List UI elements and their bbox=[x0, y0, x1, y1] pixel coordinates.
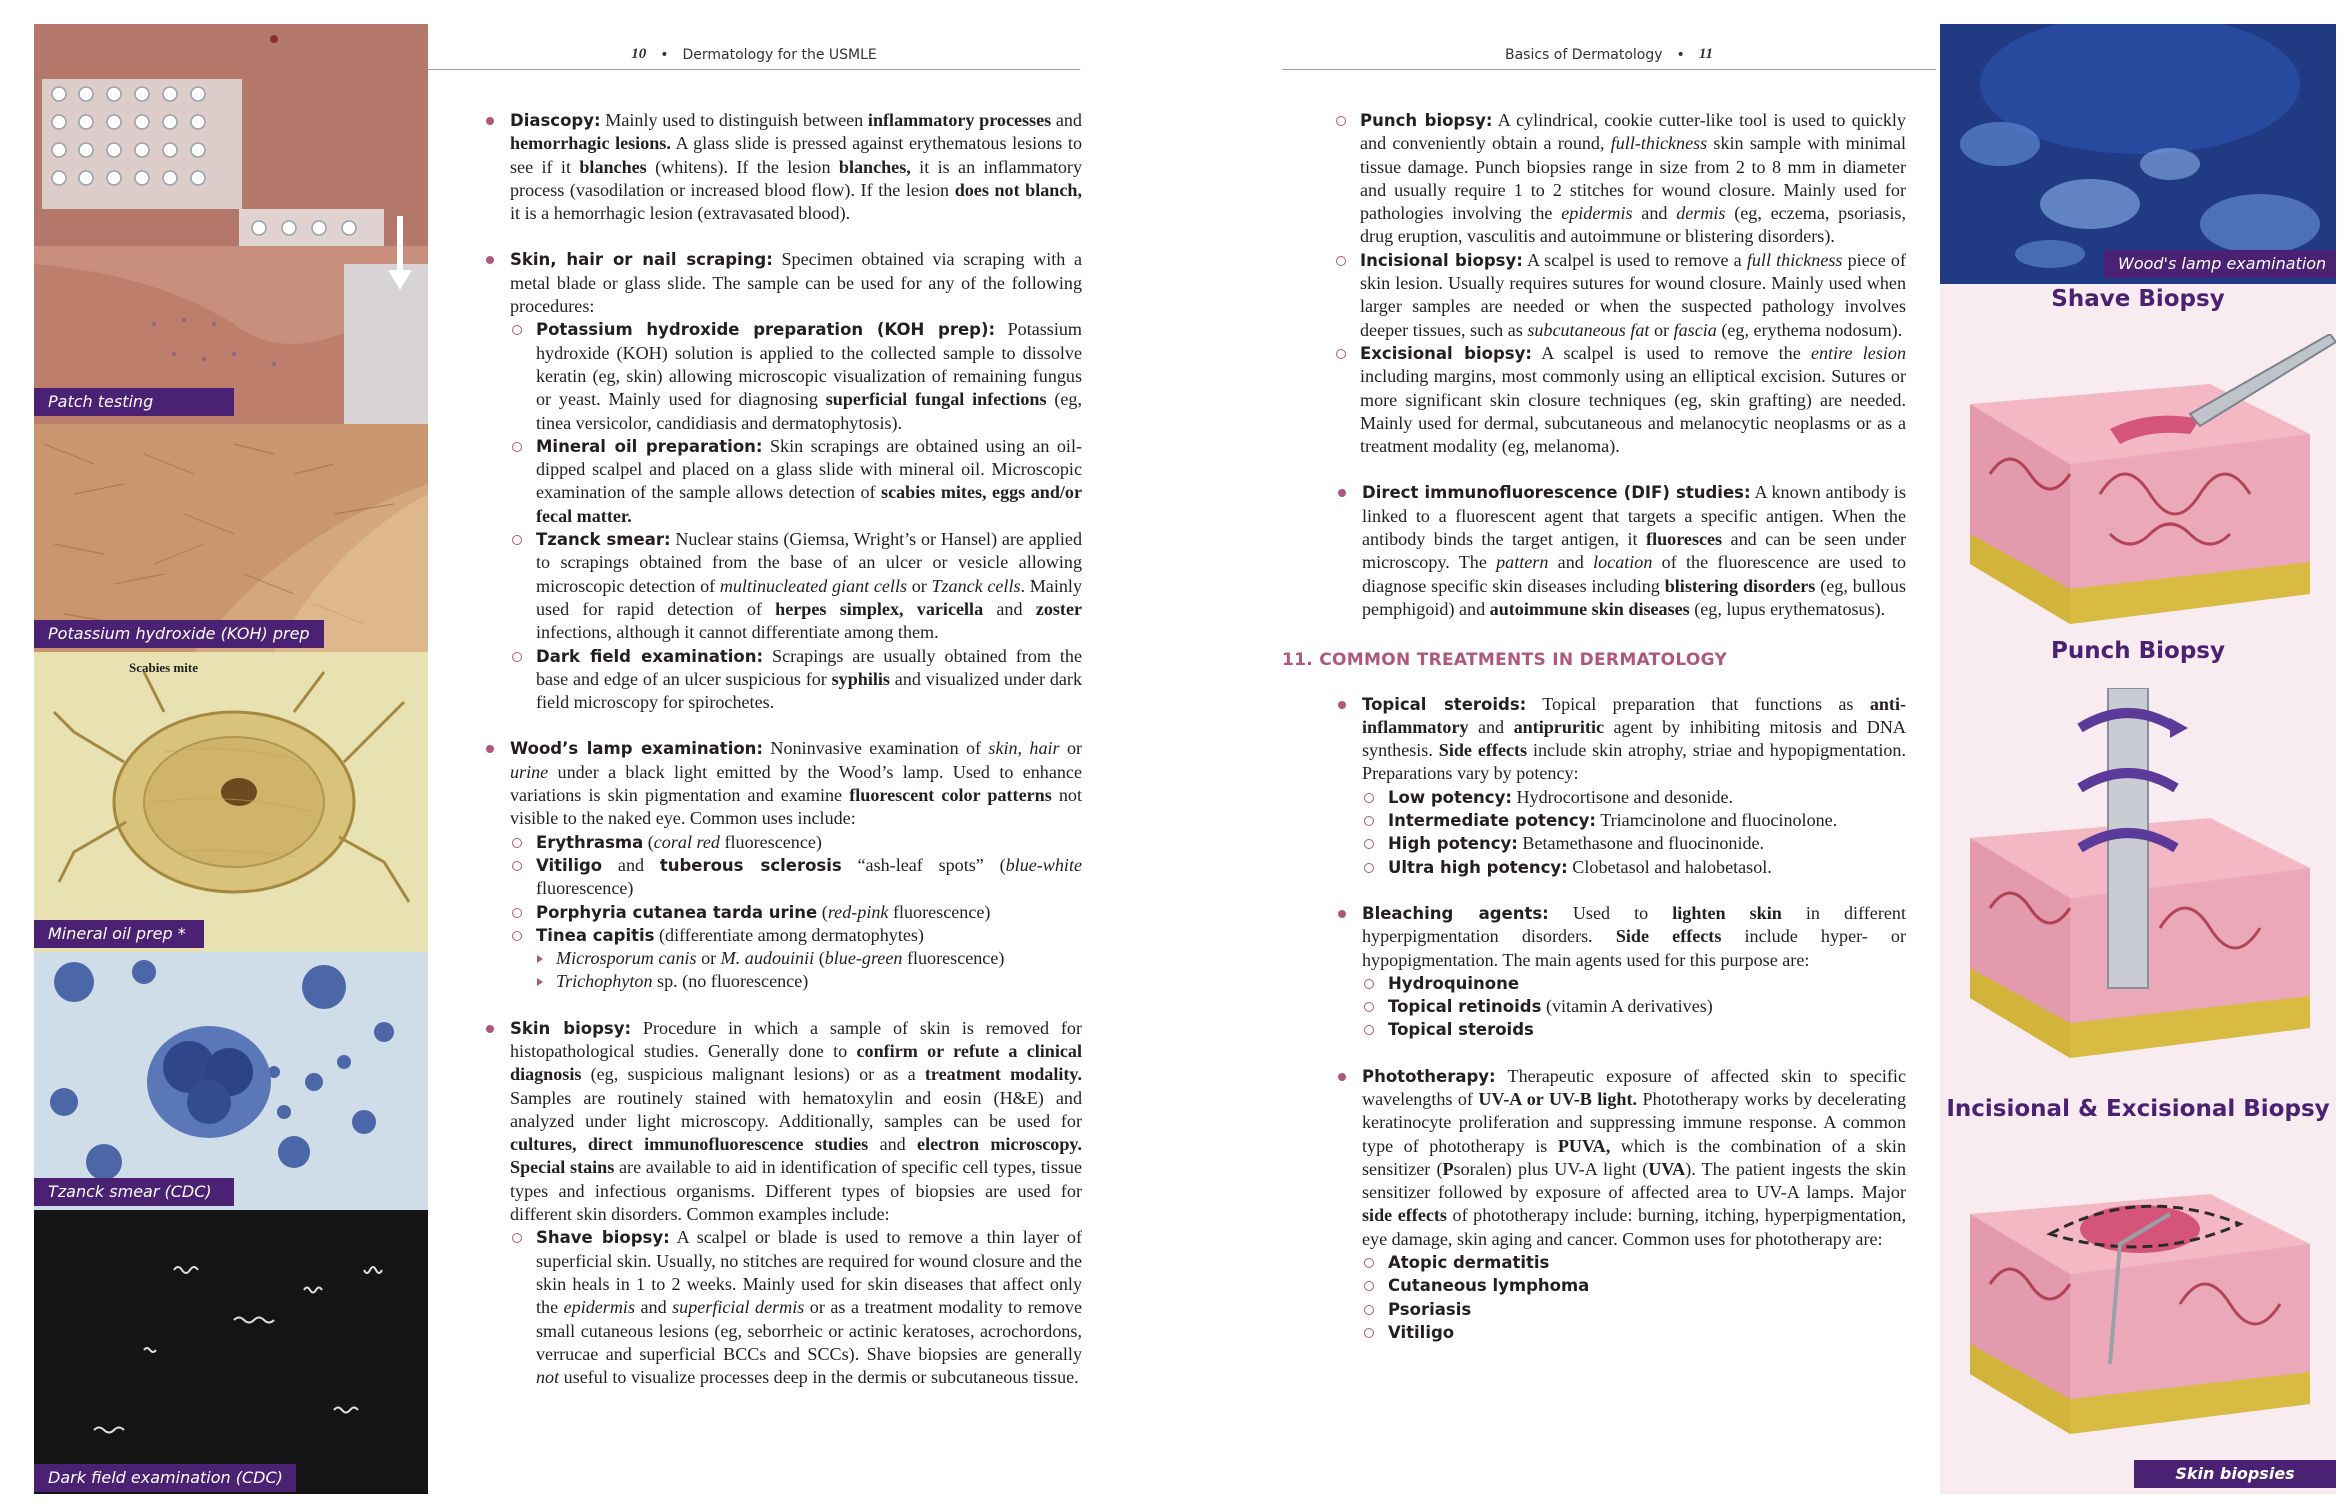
right-page-number: 11 bbox=[1698, 46, 1713, 62]
biopsy-types-continued: Punch biopsy: A cylindrical, cookie cutter-like tool is used to quickly and conveniently obtain a round, full-thickness skin sample with minimal tissue damage. Punch biopsies range in size from 2 to 8 mm in diameter and usually require 1 to 2 stitches for wound closure. Mainly used for pathologies involving the epidermis and dermis (eg, eczema, psoriasis, drug eruption, vasculitis and autoimmune or blistering disorders). Incisional biopsy: A scalpel is used to remove a full thickness piece of skin lesion. Usually requires sutures for wound closure. Mainly used when larger samples are needed or when the suspected pathology involves deeper tissues, such as subcutaneous fat or fascia (eg, erythema nodosum). Excisional biopsy: A scalpel is used to remove the entire lesion including margins, most commonly using an elliptical excision. Sutures or more significant skin closure techniques (eg, skin grafting) are needed. Mainly used for dermal, subcutaneous and melanocytic neoplasms or as a treatment modality (eg, melanoma). bbox=[1334, 109, 1906, 458]
shave-biopsy-illustration bbox=[1960, 334, 2336, 634]
incisional-biopsy-illustration bbox=[1960, 1144, 2336, 1444]
caption-skin-biopsies: Skin biopsies bbox=[2134, 1460, 2336, 1488]
left-text-column bbox=[482, 109, 1082, 1412]
right-running-title: Basics of Dermatology bbox=[1504, 46, 1663, 63]
koh-prep-image bbox=[34, 424, 428, 652]
title-punch-biopsy: Punch Biopsy bbox=[2051, 638, 2225, 664]
right-text-column bbox=[1282, 109, 1907, 1367]
patch-testing-image bbox=[34, 24, 428, 424]
left-image-column bbox=[34, 24, 428, 1494]
bullet-woods-lamp: Wood’s lamp examination: Noninvasive examination of skin, hair or urine under a black light emitted by the Wood’s lamp. Used to enhance variations is skin pigmentation and examine fluorescent color patterns not visible to the naked eye. Common uses include: Erythrasma (coral red fluorescence) Vitiligo and tuberous sclerosis “ash-leaf spots” (blue-white fluorescence) Porphyria cutanea tarda urine (red-pink fluorescence) Tinea capitis (differentiate among dermatophytes) Microsporum canis or M. audouinii (blue-green fluorescence) Trichophyton sp. (no fluorescence) bbox=[482, 737, 1082, 993]
left-page-number: 10 bbox=[631, 46, 647, 62]
tzanck-smear-image bbox=[34, 952, 428, 1210]
title-shave-biopsy: Shave Biopsy bbox=[2051, 286, 2225, 312]
caption-tzanck-smear: Tzanck smear (CDC) bbox=[34, 1178, 234, 1206]
caption-mineral-oil-prep: Mineral oil prep * bbox=[34, 920, 204, 948]
bullet-topical-steroids: Topical steroids: Topical preparation that functions as anti-inflammatory and antipruritic agent by inhibiting mitosis and DNA synthesis. Side effects include skin atrophy, striae and hypopigmentation. Preparations vary by potency: Low potency: Hydrocortisone and desonide. Intermediate potency: Triamcinolone and fluocinolone. High potency: Betamethasone and fluocinonide. Ultra high potency: Clobetasol and halobetasol. bbox=[1334, 693, 1906, 879]
caption-dark-field: Dark field examination (CDC) bbox=[34, 1464, 296, 1492]
right-running-head bbox=[1282, 40, 1936, 70]
left-running-head bbox=[428, 40, 1080, 70]
scabies-mite-label: Scabies mite bbox=[129, 660, 198, 675]
dark-field-image bbox=[34, 1210, 428, 1494]
bullet-dif: Direct immunofluorescence (DIF) studies: A known antibody is linked to a fluorescent agent that targets a specific antigen. When the antibody binds the target antigen, it fluoresces and can be seen under microscopy. The pattern and location of the fluorescence are used to diagnose specific skin diseases including blistering disorders (eg, bullous pemphigoid) and autoimmune skin diseases (eg, lupus erythematosus). bbox=[1334, 481, 1906, 621]
bullet-skin-biopsy: Skin biopsy: Procedure in which a sample of skin is removed for histopathological studies. Generally done to confirm or refute a clinical diagnosis (eg, suspicious malignant lesions) or as a treatment modality. Samples are routinely stained with hematoxylin and eosin (H&E) and analyzed under light microscopy. Additionally, samples can be used for cultures, direct immunofluorescence studies and electron microscopy. Special stains are available to aid in identification of specific cell types, tissue types and infectious organisms. Different types of biopsies are used for different skin disorders. Common examples include: Shave biopsy: A scalpel or blade is used to remove a thin layer of superficial skin. Usually, no stitches are required for wound closure and the skin heals in 1 to 2 weeks. Mainly used for skin diseases that affect only the epidermis and superficial dermis or as a treatment modality to remove small cutaneous lesions (eg, seborrheic or actinic keratoses, acrochordons, verrucae and superficial BCCs and SCCs). Shave biopsies are generally not useful to visualize processes deep in the dermis or subcutaneous tissue. bbox=[482, 1017, 1082, 1390]
mineral-oil-prep-image bbox=[34, 652, 428, 952]
left-running-title: Dermatology for the USMLE bbox=[682, 46, 877, 63]
bullet-scraping: Skin, hair or nail scraping: Specimen obtained via scraping with a metal blade or glass slide. The sample can be used for any of the following procedures: Potassium hydroxide preparation (KOH prep): Potassium hydroxide (KOH) solution is applied to the collected sample to dissolve keratin (eg, skin) allowing microscopic visualization of remaining fungus or yeast. Mainly used for diagnosing superficial fungal infections (eg, tinea versicolor, candidiasis and dermatophytosis). Mineral oil preparation: Skin scrapings are obtained using an oil-dipped scalpel and placed on a glass slide with mineral oil. Microscopic examination of the sample allows detection of scabies mites, eggs and/or fecal matter. Tzanck smear: Nuclear stains (Giemsa, Wright’s or Hansel) are applied to scrapings obtained from the base of an ulcer or vesicle allowing microscopic detection of multinucleated giant cells or Tzanck cells. Mainly used for rapid detection of herpes simplex, varicella and zoster infections, although it cannot differentiate among them. Dark field examination: Scrapings are usually obtained from the base and edge of an ulcer suspicious for syphilis and visualized under dark field microscopy for spirochetes. bbox=[482, 248, 1082, 714]
punch-biopsy-illustration bbox=[1960, 688, 2336, 1068]
right-head-separator: • bbox=[1676, 46, 1685, 63]
bullet-bleaching-agents: Bleaching agents: Used to lighten skin in different hyperpigmentation disorders. Side effects include hyper- or hypopigmentation. The main agents used for this purpose are: Hydroquinone Topical retinoids (vitamin A derivatives) Topical steroids bbox=[1334, 902, 1906, 1042]
left-head-separator: • bbox=[660, 46, 669, 63]
bullet-phototherapy: Phototherapy: Therapeutic exposure of affected skin to specific wavelengths of UV-A or UV-B light. Phototherapy works by decelerating keratinocyte proliferation and suppressing immune response. A common type of phototherapy is PUVA, which is the combination of a skin sensitizer (Psoralen) plus UV-A light (UVA). The patient ingests the skin sensitizer followed by exposure of affected area to UV-A lamps. Major side effects of phototherapy include: burning, itching, hyperpigmentation, eye damage, skin aging and cancer. Common uses for phototherapy are: Atopic dermatitis Cutaneous lymphoma Psoriasis Vitiligo bbox=[1334, 1065, 1906, 1345]
bullet-diascopy: Diascopy: Mainly used to distinguish between inflammatory processes and hemorrhagic lesions. A glass slide is pressed against erythematous lesions to see if it blanches (whitens). If the lesion blanches, it is an inflammatory process (vasodilation or increased blood flow). If the lesion does not blanch, it is a hemorrhagic lesion (extravasated blood). bbox=[482, 109, 1082, 225]
section-heading-treatments: 11. COMMON TREATMENTS IN DERMATOLOGY bbox=[1282, 650, 1728, 671]
right-image-column bbox=[1940, 24, 2336, 1494]
caption-woods-lamp: Wood's lamp examination bbox=[2104, 250, 2336, 278]
woods-lamp-image bbox=[1940, 24, 2336, 284]
caption-patch-testing: Patch testing bbox=[34, 388, 234, 416]
title-incisional-biopsy: Incisional & Excisional Biopsy bbox=[1946, 1096, 2330, 1122]
caption-koh-prep: Potassium hydroxide (KOH) prep bbox=[34, 620, 324, 648]
